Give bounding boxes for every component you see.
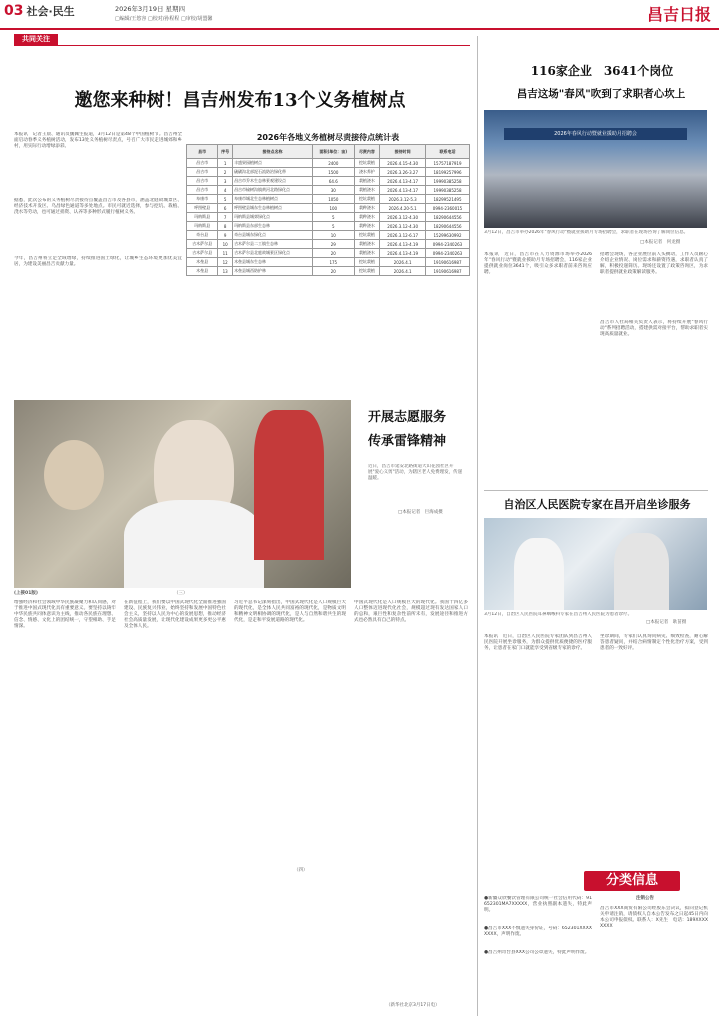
table-cell: 1 bbox=[218, 159, 233, 168]
jobs-body-1: 本报讯 近日，昌吉市在人力资源市场举办2026年"春风行动"暨就业援助月专场招聘会，116家企业提供就业岗位3641个，吸引众多求职者前来咨询应聘。 bbox=[484, 252, 592, 275]
table-cell: 昌吉市榆树沟镇黄河北路绿化点 bbox=[233, 186, 313, 195]
section-marker-4: （四） bbox=[294, 868, 308, 873]
notice-body: 昌吉市XXX商贸有限公司经股东会决议，拟向登记机关申请注销，请债权人自本公告发布之日起45日内向本公司申报债权。联系人：X先生 电话：189XXXXXXXX bbox=[600, 906, 708, 929]
table-cell: 挖坑栽植 bbox=[354, 267, 380, 276]
table-row bbox=[187, 195, 470, 204]
newspaper-logo: 昌吉日报 bbox=[646, 5, 711, 24]
table-cell: 栽种浇水 bbox=[354, 213, 380, 222]
table-cell: 玛纳斯县东部生态林 bbox=[233, 222, 313, 231]
table-cell: 9 bbox=[218, 231, 233, 240]
table-header-cell: 序号 bbox=[218, 145, 233, 159]
table-cell: 2026.3.12-4.30 bbox=[380, 213, 426, 222]
table-row bbox=[187, 231, 470, 240]
table-cell: 18199257996 bbox=[426, 168, 470, 177]
table-row bbox=[187, 204, 470, 213]
doctor-figure bbox=[514, 538, 564, 610]
table-header-cell: 县市 bbox=[187, 145, 218, 159]
tree-article-body-3: 今年，昌吉州将立足全域增绿，持续推进国土绿化，让城乡生态环境更加优美宜居，为建设美丽昌吉贡献力量。 bbox=[14, 256, 182, 267]
theory-end-credit: （新华社北京3月17日电） bbox=[386, 1003, 440, 1008]
table-title: 2026年各地义务植树尽责接待点统计表 bbox=[256, 133, 400, 142]
table-row bbox=[187, 159, 470, 168]
table-row bbox=[187, 186, 470, 195]
table-cell: 玛纳斯县城郊绿化点 bbox=[233, 213, 313, 222]
table-header-cell: 面积(单位：亩) bbox=[313, 145, 355, 159]
table-cell: 8 bbox=[218, 222, 233, 231]
table-cell: 挖坑栽植 bbox=[354, 231, 380, 240]
table-cell: 2400 bbox=[313, 159, 355, 168]
table-cell: 4 bbox=[218, 186, 233, 195]
table-cell: 栽植浇水 bbox=[354, 186, 380, 195]
table-cell: 奇台县城东绿化点 bbox=[233, 231, 313, 240]
table-cell: 19190616987 bbox=[426, 258, 470, 267]
table-cell: 5 bbox=[218, 195, 233, 204]
table-cell: 0994-2340263 bbox=[426, 249, 470, 258]
kicker-rule bbox=[14, 45, 470, 46]
table-cell: 2026.4.20-5.1 bbox=[380, 204, 426, 213]
table-cell: 12 bbox=[218, 258, 233, 267]
table-cell: 2026.3.26-3.27 bbox=[380, 168, 426, 177]
table-cell: 2026.4.13-4.19 bbox=[380, 240, 426, 249]
table-cell: 栽植浇水 bbox=[354, 249, 380, 258]
table-cell: 阜康市城北生态林植树点 bbox=[233, 195, 313, 204]
jobs-headline-1: 116家企业 3641个岗位 bbox=[530, 64, 674, 78]
volunteer-credit: □本报记者 巨海成摄 bbox=[398, 510, 443, 515]
table-cell: 7 bbox=[218, 213, 233, 222]
table-cell: 2026.4.15-4.30 bbox=[380, 159, 426, 168]
jobs-headline-2: 昌吉这场"春风"吹到了求职者心坎上 bbox=[516, 88, 686, 100]
table-cell: 挖坑栽植 bbox=[354, 195, 380, 204]
volunteer-haircut-photo bbox=[14, 400, 351, 588]
table-cell: 18290644556 bbox=[426, 222, 470, 231]
table-cell: 15299630992 bbox=[426, 231, 470, 240]
classified-ad-3: ●昌吉州奇台县XXX公司公章遗失，特此声明作废。 bbox=[484, 950, 590, 955]
section-kicker: 共同关注 bbox=[14, 34, 58, 45]
table-cell: 挖坑栽植 bbox=[354, 258, 380, 267]
doctor-figure bbox=[614, 533, 669, 610]
table-row bbox=[187, 177, 470, 186]
table-cell: 栽植浇水 bbox=[354, 240, 380, 249]
table-cell: 浇水养护 bbox=[354, 168, 380, 177]
jobs-body-3: 昌吉市人社局相关负责人表示，将持续开展"春风行动"系列招聘活动，搭建供需对接平台，帮助求职者实现高质量就业。 bbox=[600, 320, 708, 337]
volunteer-headline-2: 传承雷锋精神 bbox=[368, 434, 447, 449]
theory-column-2: 在新征程上，我们要以中国式现代化全面推进强国建设、民族复兴伟业，始终坚持和发展中国特色社会主义，坚持以人民为中心的发展思想，推动经济社会高质量发展，让现代化建设成果更多更公平惠及全体人民。 bbox=[124, 600, 226, 629]
job-fair-photo bbox=[484, 110, 707, 228]
table-row bbox=[187, 213, 470, 222]
barber-cape bbox=[124, 500, 264, 588]
table-cell: 20 bbox=[313, 249, 355, 258]
jobs-credit: □本报记者 何龙摄 bbox=[640, 240, 681, 245]
table-cell: 19990385258 bbox=[426, 177, 470, 186]
table-cell: 玛纳斯县 bbox=[187, 213, 218, 222]
table-cell: 阜康市 bbox=[187, 195, 218, 204]
table-cell: 1050 bbox=[313, 195, 355, 204]
table-row bbox=[187, 249, 470, 258]
table-cell: 20 bbox=[313, 267, 355, 276]
classified-title: 分类信息 bbox=[584, 871, 680, 891]
table-cell: 木垒县城西防护林 bbox=[233, 267, 313, 276]
table-cell: 29 bbox=[313, 240, 355, 249]
table-cell: 硫磺沟北部泥石流防治绿化带 bbox=[233, 168, 313, 177]
table-cell: 2026.4.13-4.17 bbox=[380, 177, 426, 186]
classified-ad-1: ●新疆众欣餐饮管理有限公司统一社会信用代码：91652301MA7XXXXX，营业执照副本遗失，特此声明。 bbox=[484, 896, 592, 913]
table-cell: 19190616987 bbox=[426, 267, 470, 276]
page-header bbox=[0, 0, 719, 30]
table-cell: 10 bbox=[218, 240, 233, 249]
table-row bbox=[187, 267, 470, 276]
jobs-body-2: 招聘会现场，各企业展位前人头攒动，工作人员耐心介绍企业情况、岗位需求和薪资待遇，求职者认真了解，积极投递简历。现场还设置了政策咨询区，为求职者提供就业政策解读服务。 bbox=[600, 252, 708, 275]
table-cell: 2026.4.13-4.19 bbox=[380, 249, 426, 258]
table-cell: 2026.4.1 bbox=[380, 267, 426, 276]
theory-column-4: 中国式现代化是人口规模巨大的现代化。我国十四亿多人口整体迈进现代化社会，规模超过现有发达国家人口的总和，艰巨性和复杂性前所未有，发展途径和推进方式也必然具有自己的特点。 bbox=[354, 600, 468, 623]
table-cell: 吉木萨尔县 bbox=[187, 240, 218, 249]
table-cell: 64.6 bbox=[313, 177, 355, 186]
table-header-cell: 接待点名称 bbox=[233, 145, 313, 159]
section-marker-3: （三） bbox=[174, 591, 188, 596]
table-cell: 1500 bbox=[313, 168, 355, 177]
table-cell: 昌吉市 bbox=[187, 177, 218, 186]
table-cell: 2026.4.13-4.17 bbox=[380, 186, 426, 195]
table-cell: 2026.4.1 bbox=[380, 258, 426, 267]
table-cell: 18290644556 bbox=[426, 213, 470, 222]
section-divider bbox=[484, 490, 708, 491]
table-cell: 吉木萨尔县北庭故城景区绿化点 bbox=[233, 249, 313, 258]
hospital-credit: □本报记者 耿苗摄 bbox=[646, 620, 687, 625]
job-fair-banner: 2026年春风行动暨就业援助月招聘会 bbox=[504, 128, 687, 140]
table-cell: 昌吉市 bbox=[187, 168, 218, 177]
table-cell: 昌吉市乔木生态林景观建设点 bbox=[233, 177, 313, 186]
table-row bbox=[187, 258, 470, 267]
table-cell: 2 bbox=[218, 168, 233, 177]
table-cell: 5 bbox=[313, 222, 355, 231]
table-cell: 呼图壁县城东生态林植树点 bbox=[233, 204, 313, 213]
table-cell: 30 bbox=[313, 186, 355, 195]
hospital-consultation-photo bbox=[484, 518, 707, 610]
table-cell: 木垒县 bbox=[187, 267, 218, 276]
planting-sites-table bbox=[186, 144, 470, 276]
table-cell: 11 bbox=[218, 249, 233, 258]
table-header-cell: 尽责内容 bbox=[354, 145, 380, 159]
table-cell: 6 bbox=[218, 204, 233, 213]
table-cell: 木垒县城东生态林 bbox=[233, 258, 313, 267]
table-cell: 2026.3.12-6.17 bbox=[380, 231, 426, 240]
table-cell: 吉木萨尔县 bbox=[187, 249, 218, 258]
table-cell: 13 bbox=[218, 267, 233, 276]
table-row bbox=[187, 222, 470, 231]
table-cell: 呼图壁县 bbox=[187, 204, 218, 213]
hospital-body-2: 坐诊期间，专家们认真询问病史、细致检查，耐心解答患者疑问，并结合病情制定个性化治疗方案，受到患者的一致好评。 bbox=[600, 634, 708, 651]
table-cell: 奇台县 bbox=[187, 231, 218, 240]
table-cell: 18299521495 bbox=[426, 195, 470, 204]
table-cell: 昌吉市 bbox=[187, 186, 218, 195]
tree-article-body-1: 本报讯 记者王晨、通讯员魏佩生报道，3月12日是第48个中国植树节。昌吉州全面启动春季义务植树活动，发布13处义务植树尽责点，号召广大市民走进城郊和乡村，用实际行动增绿添彩。 bbox=[14, 132, 182, 149]
table-cell: 19990385258 bbox=[426, 186, 470, 195]
table-cell: 0994-2340263 bbox=[426, 240, 470, 249]
table-cell: 2026.3.12-4.30 bbox=[380, 222, 426, 231]
classified-ad-2: ●昌吉市XXX不慎遗失身份证，号码：652301XXXXXXXX，声明作废。 bbox=[484, 926, 592, 937]
volunteer-headline-1: 开展志愿服务 bbox=[368, 410, 447, 425]
jobs-caption: 3月12日，昌吉市举办2026年"春风行动"暨就业援助月专场招聘会，求职者在现场咨询了解岗位信息。 bbox=[484, 230, 689, 235]
hospital-headline: 自治区人民医院专家在昌开启坐诊服务 bbox=[503, 498, 691, 511]
table-cell: 木垒县 bbox=[187, 258, 218, 267]
table-header-cell: 联系电话 bbox=[426, 145, 470, 159]
table-cell: 5 bbox=[313, 213, 355, 222]
table-cell: 栽种浇水 bbox=[354, 222, 380, 231]
theory-column-3: 习近平总书记深刻指出，中国式现代化是人口规模巨大的现代化，是全体人民共同富裕的现代化，是物质文明和精神文明相协调的现代化，是人与自然和谐共生的现代化，是走和平发展道路的现代化。 bbox=[234, 600, 346, 623]
table-cell: 栽种浇水 bbox=[354, 204, 380, 213]
table-header-cell: 接待时间 bbox=[380, 145, 426, 159]
table-cell: 吉木萨尔县二工镇生态林 bbox=[233, 240, 313, 249]
table-cell: 0994-2360015 bbox=[426, 204, 470, 213]
table-cell: 挖坑栽植 bbox=[354, 159, 380, 168]
table-row bbox=[187, 168, 470, 177]
tree-article-body-2: 据悉，此次公布的义务植树尽责接待点覆盖昌吉市及各县市，涵盖北庭故城景区、经济技术开发区、乌昌绿色通道等多处地点。市民可就近选择，参与挖坑、栽植、浇水等劳动，也可通过捐资、认养等多种形式履行植树义务。 bbox=[14, 198, 182, 215]
column-divider bbox=[477, 36, 478, 1016]
table-cell: 100 bbox=[313, 204, 355, 213]
table-cell: 2026.3.12-5.3 bbox=[380, 195, 426, 204]
table-cell: 玛纳斯县 bbox=[187, 222, 218, 231]
tree-article-headline: 邀您来种树！昌吉州发布13个义务植树点 bbox=[74, 90, 406, 111]
continued-label: (上接01版) bbox=[14, 591, 38, 596]
table-cell: 10 bbox=[313, 231, 355, 240]
page-number: 03 社会·民生 bbox=[4, 3, 75, 19]
volunteer-figure bbox=[254, 410, 324, 560]
elderly-man-figure bbox=[44, 440, 104, 510]
table-cell: 昌吉市 bbox=[187, 159, 218, 168]
issue-date: 2026年3月19日 星期四 bbox=[115, 5, 186, 13]
table-header-row bbox=[187, 145, 470, 159]
notice-title: 注销公告 bbox=[636, 896, 654, 901]
table-cell: 丰盛果园植树点 bbox=[233, 159, 313, 168]
hospital-body-1: 本报讯 近日，自治区人民医院专家团队到昌吉州人民医院开展坐诊服务，为群众提供优质便捷的医疗服务，让患者在家门口就能享受到省级专家的诊疗。 bbox=[484, 634, 592, 651]
table-cell: 3 bbox=[218, 177, 233, 186]
table-cell: 栽植浇水 bbox=[354, 177, 380, 186]
table-row bbox=[187, 240, 470, 249]
theory-column-1: 增强经济和社会领域中华民族凝聚力和认同感，对于推进中国式现代化具有重要意义。要坚持以铸牢中华民族共同体意识为主线，推动各民族在理想、信念、情感、文化上的团结统一，守望相助、手足情深。 bbox=[14, 600, 116, 629]
editors-line: □编辑/王悠容 □校对/孙程程 □审校/胡盟馨 bbox=[115, 16, 213, 22]
table-cell: 175 bbox=[313, 258, 355, 267]
hospital-caption: 3月12日，自治区人民医院耳鼻咽喉科专家在昌吉州人民医院为患者诊疗。 bbox=[484, 612, 633, 617]
volunteer-caption: 近日，昌吉市延安北路街道大山花园社区开展"爱心义剪"活动，为辖区老人免费理发，传递温暖。 bbox=[368, 464, 463, 481]
table-cell: 15757187919 bbox=[426, 159, 470, 168]
